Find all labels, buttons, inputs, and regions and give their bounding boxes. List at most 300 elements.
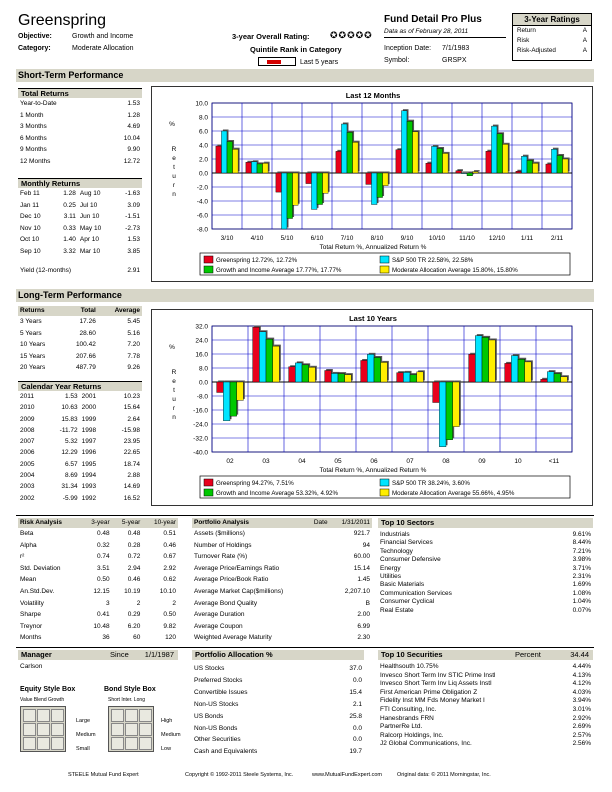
table-cell: Average Market Cap($millions) (194, 587, 284, 595)
tick-label: -40.0 (193, 449, 208, 457)
tick-label: 2.0 (198, 156, 208, 164)
table-cell: 20 Years (20, 364, 46, 371)
manager-title: Manager (21, 650, 52, 659)
table-cell: Jul 10 (79, 201, 98, 209)
table-cell: Basic Materials (380, 581, 425, 589)
table-cell: 17.26 (79, 318, 96, 325)
table-cell: 3.09 (127, 201, 140, 209)
bar (505, 363, 512, 382)
style-cell (51, 737, 64, 750)
report-title: Fund Detail Pro Plus (384, 14, 482, 25)
category-label: 6/10 (310, 235, 324, 242)
bar (431, 146, 437, 173)
bar (407, 121, 413, 173)
column-header: 10-year (153, 519, 176, 526)
category-label: 3/10 (220, 235, 234, 242)
table-cell: 3.94% (572, 697, 591, 705)
ratings-title: 3-Year Ratings (513, 14, 591, 26)
equity-style-title: Equity Style Box (20, 686, 76, 693)
table-row (18, 200, 142, 212)
table-cell: 2.64 (127, 415, 140, 423)
table-cell: 9.82 (163, 622, 176, 630)
bar (323, 173, 329, 193)
table-cell: 3 (106, 599, 110, 607)
table-cell: 100.42 (75, 341, 96, 348)
bar (263, 163, 269, 173)
table-cell: 1996 (81, 449, 97, 457)
bar (233, 149, 239, 173)
allocation-panel (192, 650, 364, 758)
table-cell: Oct 10 (20, 236, 40, 243)
table-cell: 6 Months (20, 134, 47, 142)
bar (413, 132, 419, 173)
bar (223, 382, 230, 421)
last5-label: Last 5 years (300, 59, 339, 66)
table-cell: -2.73 (125, 224, 140, 232)
category-label: 07 (406, 458, 414, 465)
bar (461, 173, 467, 174)
legend-swatch (204, 266, 213, 273)
portfolio-panel (192, 518, 372, 644)
table-cell: FTI Consulting, Inc. (380, 705, 437, 713)
bar (230, 382, 237, 416)
table-row (18, 156, 142, 168)
bar (217, 382, 224, 392)
style-cell (125, 709, 138, 722)
table-cell: 0.48 (97, 530, 110, 537)
table-row (192, 540, 372, 552)
bar (287, 173, 293, 219)
table-cell: 1 Month (20, 111, 44, 119)
table-row (18, 351, 142, 363)
legend-swatch (204, 479, 213, 486)
calendar-returns-table (18, 391, 142, 504)
tick-label: 4.0 (198, 142, 208, 150)
category-label: 8/10 (370, 235, 384, 242)
table-cell: 2.92% (572, 714, 591, 722)
category-label: Category: (18, 45, 51, 52)
table-cell: 2.57% (572, 731, 591, 739)
bar (439, 382, 446, 447)
legend-swatch (204, 256, 213, 263)
rating-row (513, 46, 591, 56)
table-cell: 2 (136, 599, 141, 607)
table-row (378, 531, 593, 539)
table-cell: 3 Years (20, 318, 42, 325)
table-cell: 4.13% (572, 671, 591, 679)
chart-title: Last 12 Months (345, 91, 401, 100)
table-cell: 3.32 (63, 247, 76, 255)
objective-label: Objective: (18, 33, 52, 40)
table-row (378, 732, 593, 741)
bar (383, 173, 389, 186)
size-small: Small (76, 746, 90, 752)
table-cell: Consumer Defensive (380, 556, 441, 564)
table-cell: 207.66 (75, 352, 96, 360)
table-row (18, 316, 142, 328)
securities-panel (378, 650, 593, 749)
bond-style-box (108, 706, 154, 752)
table-cell: 2.92 (163, 564, 176, 572)
table-cell: 921.7 (353, 530, 370, 537)
bar (361, 360, 368, 382)
bar (331, 373, 338, 382)
table-row (192, 609, 372, 621)
table-cell: Non-US Bonds (194, 724, 238, 732)
table-row (378, 706, 593, 715)
bar (541, 379, 548, 382)
table-row (378, 740, 593, 749)
table-cell: 0.0 (352, 724, 362, 732)
table-cell: 1.53 (127, 100, 140, 107)
table-row (192, 699, 364, 711)
table-cell: Beta (20, 530, 34, 537)
monthly-returns-title: Monthly Returns (18, 178, 142, 188)
bar (336, 151, 342, 173)
table-cell: 0.29 (127, 611, 141, 619)
table-row (192, 723, 364, 735)
bar (306, 173, 312, 184)
table-row (18, 414, 142, 425)
table-cell: 10.23 (123, 393, 140, 400)
tick-label: -4.0 (196, 198, 208, 206)
objective-value: Growth and Income (72, 33, 134, 40)
bar (546, 164, 552, 173)
table-row (378, 590, 593, 598)
table-row (378, 697, 593, 706)
table-cell: 0.50 (97, 576, 110, 584)
table-row (18, 362, 142, 374)
table-cell: Energy (380, 564, 401, 572)
bar (251, 162, 257, 173)
table-row (18, 391, 142, 402)
yield-row (18, 267, 142, 277)
table-cell: Average Duration (194, 611, 245, 619)
bar (259, 332, 266, 382)
table-cell: 3.71% (572, 564, 591, 572)
table-cell: First American Prime Obligation Z (380, 688, 478, 696)
table-cell: 1.53 (127, 236, 140, 243)
bar (467, 173, 473, 176)
table-row (378, 548, 593, 556)
table-cell: 0.33 (63, 224, 76, 232)
footer-left: STEELE Mutual Fund Expert (68, 772, 139, 778)
portfolio-date (301, 518, 372, 528)
bar (525, 362, 532, 382)
table-cell: 0.28 (127, 541, 141, 549)
bar (311, 173, 317, 209)
table-cell: 1.28 (63, 190, 76, 197)
table-cell: Fidelity Inst MM Fds Money Market I (380, 697, 485, 705)
table-row (18, 328, 142, 340)
table-row (18, 425, 142, 436)
monthly-returns-panel (18, 178, 142, 257)
table-row (18, 609, 178, 621)
securities-percent: 34.44 (570, 650, 589, 659)
table-cell: Number of Holdings (194, 541, 252, 549)
bar (453, 382, 460, 427)
table-cell: 2.56% (572, 740, 591, 748)
table-row (18, 574, 178, 586)
table-row (378, 565, 593, 573)
table-cell: 5 Years (20, 329, 42, 337)
style-cell (37, 737, 50, 750)
table-cell: Sharpe (20, 611, 41, 619)
table-cell: Average Price/Earnings Ratio (194, 564, 280, 572)
legend-swatch (380, 479, 389, 486)
table-cell: Convertible Issues (194, 688, 248, 696)
bar (486, 151, 492, 173)
table-row (378, 607, 593, 615)
table-row (378, 663, 593, 672)
table-row (192, 746, 364, 758)
bar (289, 367, 296, 382)
bar (491, 126, 497, 173)
total-returns-table (18, 98, 142, 167)
legend-swatch (380, 256, 389, 263)
table-cell: 2001 (81, 393, 97, 400)
table-cell: 9.26 (127, 364, 140, 371)
table-row (18, 447, 142, 458)
table-cell: 19.7 (349, 748, 362, 756)
style-cell (125, 737, 138, 750)
y-axis-label (169, 344, 177, 421)
style-cell (139, 709, 152, 722)
rating-label: Return (517, 27, 536, 34)
table-cell: US Stocks (194, 665, 225, 672)
total-returns-title: Total Returns (18, 88, 142, 98)
bar (216, 146, 222, 173)
table-cell: 0.74 (97, 553, 110, 561)
tick-label: 0.0 (198, 170, 208, 178)
tick-label: 8.0 (198, 114, 208, 122)
table-cell: -5.99 (62, 494, 78, 502)
equity-style-sub: Value Blend Growth (20, 697, 65, 703)
securities-title: Top 10 Securities (381, 650, 443, 659)
allocation-title: Portfolio Allocation % (192, 650, 364, 660)
bar (561, 377, 568, 382)
bar-shadow (463, 172, 469, 173)
category-label: 09 (478, 458, 486, 465)
table-row (192, 734, 364, 746)
y-axis-label-text: % R e t u r n (169, 121, 177, 198)
table-row (18, 481, 142, 492)
chart-last-12-months (151, 86, 593, 282)
table-cell: 2007 (20, 438, 35, 446)
bar (374, 358, 381, 383)
bar (325, 371, 332, 382)
style-cell (37, 709, 50, 722)
footer-site: www.MutualFundExpert.com (312, 772, 382, 778)
table-cell: 0.0 (352, 676, 362, 684)
table-row (192, 675, 364, 687)
table-cell: r² (20, 553, 25, 561)
table-row (18, 223, 142, 235)
table-cell: 1995 (81, 460, 97, 468)
securities-percent-label: Percent (515, 650, 541, 659)
table-row (18, 339, 142, 351)
bar (518, 359, 525, 382)
table-row (192, 586, 372, 598)
table-row (18, 121, 142, 133)
table-cell: 2006 (20, 449, 35, 457)
bar (551, 149, 557, 173)
table-cell: 1.28 (127, 111, 140, 119)
table-cell: Treynor (20, 622, 43, 630)
legend-label: S&P 500 TR 38.24%, 3.60% (392, 480, 470, 487)
table-cell: 1997 (81, 438, 97, 446)
data-date: Data as of February 28, 2011 (384, 28, 469, 35)
risk-panel (18, 518, 178, 644)
column-header: Average (114, 307, 140, 314)
table-cell: 3.51 (97, 564, 110, 572)
table-row (18, 459, 142, 470)
table-cell: Average Bond Quality (194, 599, 258, 607)
table-cell: 0.41 (97, 611, 110, 619)
table-cell: 10.04 (123, 134, 140, 142)
bar (527, 160, 533, 173)
table-cell: 15 Years (20, 352, 46, 360)
rating-row (513, 36, 591, 46)
legend-label: S&P 500 TR 22.58%, 22.58% (392, 257, 474, 264)
table-row (192, 598, 372, 610)
bar (273, 346, 280, 382)
table-row (192, 551, 372, 563)
table-row (18, 402, 142, 413)
calendar-returns-panel (18, 381, 142, 504)
table-cell: Mean (20, 576, 37, 584)
table-row (18, 586, 178, 598)
table-cell: J2 Global Communications, Inc. (380, 740, 472, 748)
bar (338, 374, 345, 382)
table-cell: 487.79 (75, 364, 96, 371)
table-cell: 1994 (81, 472, 97, 480)
column-header: Total (80, 307, 96, 314)
table-cell: 5.32 (64, 438, 78, 446)
table-cell: Technology (380, 547, 413, 555)
column-header: 3-year (91, 519, 110, 526)
portfolio-analysis-table (192, 518, 372, 644)
legend-label: Growth and Income Average 17.77%, 17.77% (216, 267, 342, 274)
tick-label: 8.0 (198, 365, 208, 373)
category-label: 2/11 (550, 235, 564, 242)
bar (227, 142, 233, 174)
footer-copyright: Copyright © 1992-2011 Steele Systems, Inc. (185, 772, 294, 778)
inception-label: Inception Date: (384, 45, 432, 52)
table-cell: Alpha (20, 541, 37, 549)
table-cell: 6.57 (64, 460, 78, 468)
table-cell: Real Estate (380, 606, 414, 614)
short-term-title: Short-Term Performance (16, 69, 594, 82)
table-cell: Preferred Stocks (194, 676, 243, 684)
table-row (378, 680, 593, 689)
table-cell: 28.60 (79, 329, 96, 337)
bar (547, 372, 554, 382)
table-cell: Invesco Short Term Inv Liq Assets Instl (380, 680, 492, 688)
table-row (18, 211, 142, 223)
sectors-panel (378, 518, 593, 615)
table-cell: Feb 11 (20, 190, 40, 197)
fund-name: Greenspring (18, 12, 107, 29)
monthly-returns-table (18, 188, 142, 257)
table-row (18, 470, 142, 481)
table-cell: 10.48 (93, 622, 110, 630)
table-row (378, 723, 593, 732)
x-axis-label: Total Return %, Annualized Return % (319, 244, 427, 251)
bond-quality-labels (161, 714, 181, 756)
table-cell: 14.69 (123, 483, 140, 491)
table-row (192, 563, 372, 575)
table-cell: 1.40 (63, 236, 76, 243)
manager-panel (18, 650, 178, 670)
x-axis-label: Total Return %, Annualized Return % (319, 467, 427, 474)
bar (367, 354, 374, 382)
table-row (378, 581, 593, 589)
table-row (378, 689, 593, 698)
bar (353, 142, 359, 173)
risk-title: Risk Analysis (20, 519, 63, 526)
quality-high: High (161, 718, 173, 724)
table-cell: 16.52 (123, 494, 140, 502)
table-row (378, 539, 593, 547)
bar (473, 172, 479, 173)
yield-value: 2.91 (127, 267, 140, 274)
table-cell: Std. Deviation (20, 564, 61, 572)
category-label: 03 (262, 458, 270, 465)
bar (475, 336, 482, 382)
table-cell: 2,207.10 (344, 587, 370, 595)
table-cell: 8.69 (64, 472, 78, 480)
bar (521, 156, 527, 173)
table-cell: Communication Services (380, 589, 452, 597)
sectors-title: Top 10 Sectors (378, 518, 593, 528)
rating-row (513, 26, 591, 36)
table-cell: Nov 10 (20, 224, 41, 232)
category-label: 02 (226, 458, 234, 465)
table-cell: 4.03% (572, 688, 591, 696)
bar (497, 134, 503, 173)
table-row (18, 133, 142, 145)
table-cell: 2.88 (127, 472, 140, 480)
table-row (192, 663, 364, 675)
category-label: 12/10 (488, 235, 506, 242)
table-cell: Utilities (380, 573, 401, 581)
tick-label: -6.0 (196, 212, 208, 220)
table-cell: 2.69% (572, 723, 591, 731)
tick-label: -2.0 (196, 184, 208, 192)
table-cell: -11.72 (59, 426, 78, 434)
bar (276, 173, 282, 192)
rating-label: Risk-Adjusted (517, 47, 556, 54)
table-cell: 0.48 (127, 530, 141, 537)
category-label: 10 (514, 458, 522, 465)
bar (533, 163, 539, 173)
bar (482, 337, 489, 382)
table-cell: 2002 (20, 494, 35, 502)
securities-table (378, 663, 593, 749)
table-cell: -1.63 (125, 190, 140, 197)
category-label: 04 (298, 458, 306, 465)
table-cell: Volatility (20, 599, 44, 607)
table-cell: 0.67 (163, 553, 176, 561)
table-row (18, 188, 142, 200)
table-row (18, 144, 142, 156)
style-cell (23, 723, 36, 736)
table-cell: 10 Years (20, 341, 46, 348)
tick-label: 6.0 (198, 128, 208, 136)
table-row (18, 632, 178, 644)
style-cell (23, 709, 36, 722)
